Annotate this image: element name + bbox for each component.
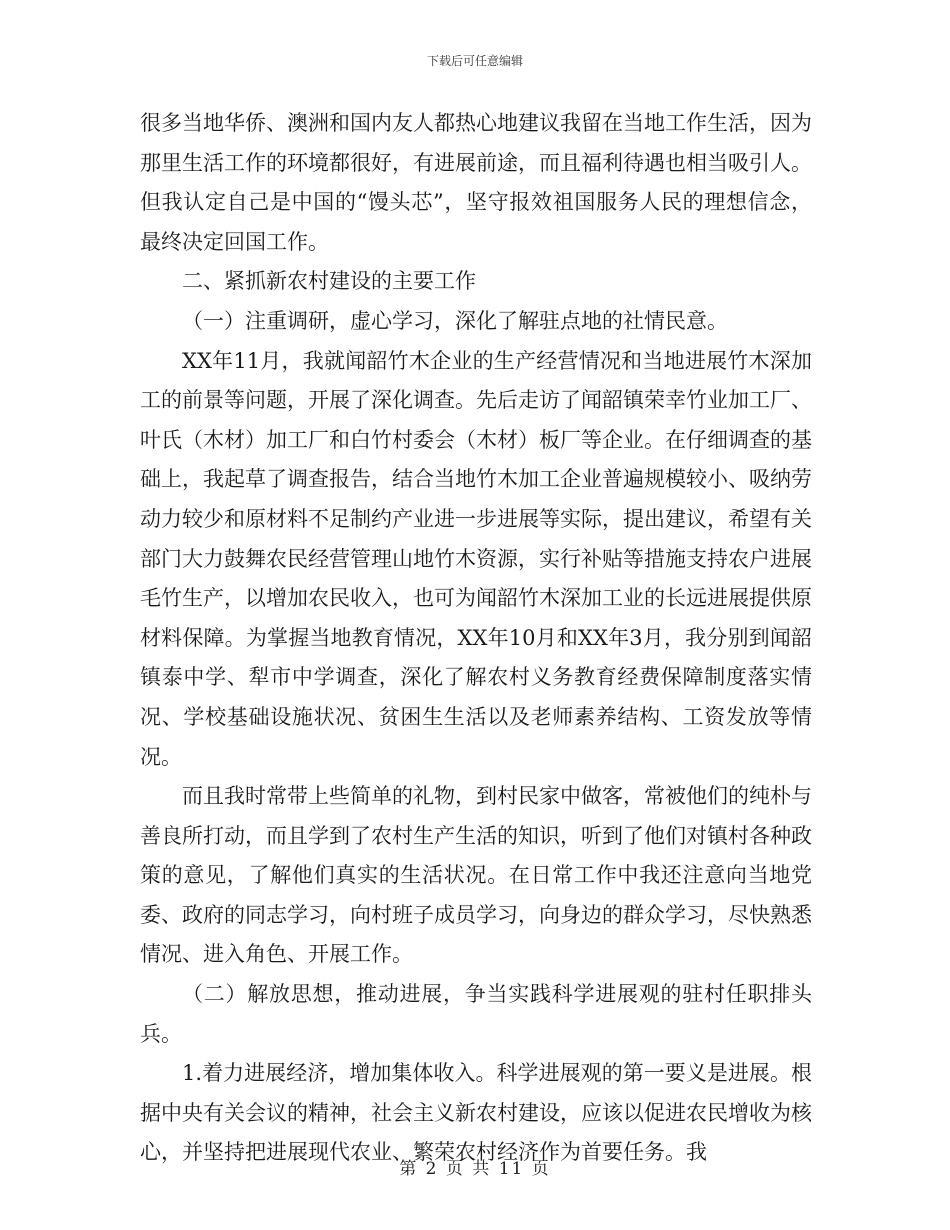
page-header-note: 下载后可任意编辑 [426, 54, 523, 68]
paragraph-1: 很多当地华侨、澳洲和国内友人都热心地建议我留在当地工作生活，因为那里生活工作的环境都很好，有进展前途，而且福利待遇也相当吸引人。但我认定自己是中国的“馒头芯”，坚守报效祖国服务人民的理想信念，最终决定回国工作。 [140, 111, 812, 254]
paragraph-2: XX年11月，我就闻韶竹木企业的生产经营情况和当地进展竹木深加工的前景等问题，开展了深化调查。先后走访了闻韶镇荣幸竹业加工厂、叶氏（木材）加工厂和白竹村委会（木材）板厂等企业。在仔细调查的基础上，我起草了调查报告，结合当地竹木加工企业普遍规模较小、吸纳劳动力较少和原材料不足制约产业进一步进展等实际，提出建议，希望有关部门大力鼓舞农民经营管理山地竹木资源，实行补贴等措施支持农户进展毛竹生产，以增加农民收入，也可为闻韶竹木深加工业的长远进展提供原材料保障。为掌握当地教育情况，XX年10月和XX年3月，我分别到闻韶镇泰中学、犁市中学调查，深化了解农村义务教育经费保障制度落实情况、学校基础设施状况、贫困生生活以及老师素养结构、工资发放等情况。 [140, 348, 812, 769]
subsection-heading-1: （一）注重调研，虚心学习，深化了解驻点地的社情民意。 [182, 308, 728, 333]
subsection-heading-2: （二）解放思想，推动进展，争当实践科学进展观的驻村任职排头兵。 [140, 982, 812, 1046]
paragraph-3: 而且我时常带上些简单的礼物，到村民家中做客，常被他们的纯朴与善良所打动，而且学到了农村生产生活的知识，听到了他们对镇村各种政策的意见，了解他们真实的生活状况。在日常工作中我还注意向当地党委、政府的同志学习，向村班子成员学习，向身边的群众学习，尽快熟悉情况、进入角色、开展工作。 [140, 784, 812, 967]
document-body [140, 104, 812, 1173]
section-heading: 二、紧抓新农村建设的主要工作 [182, 269, 476, 294]
page-number: 第 2 页 共 11 页 [399, 1159, 551, 1179]
paragraph-4: 1.着力进展经济，增加集体收入。科学进展观的第一要义是进展。根据中央有关会议的精神，社会主义新农村建设，应该以促进农民增收为核心，并坚持把进展现代农业、繁荣农村经济作为首要任务。我 [140, 1061, 812, 1165]
